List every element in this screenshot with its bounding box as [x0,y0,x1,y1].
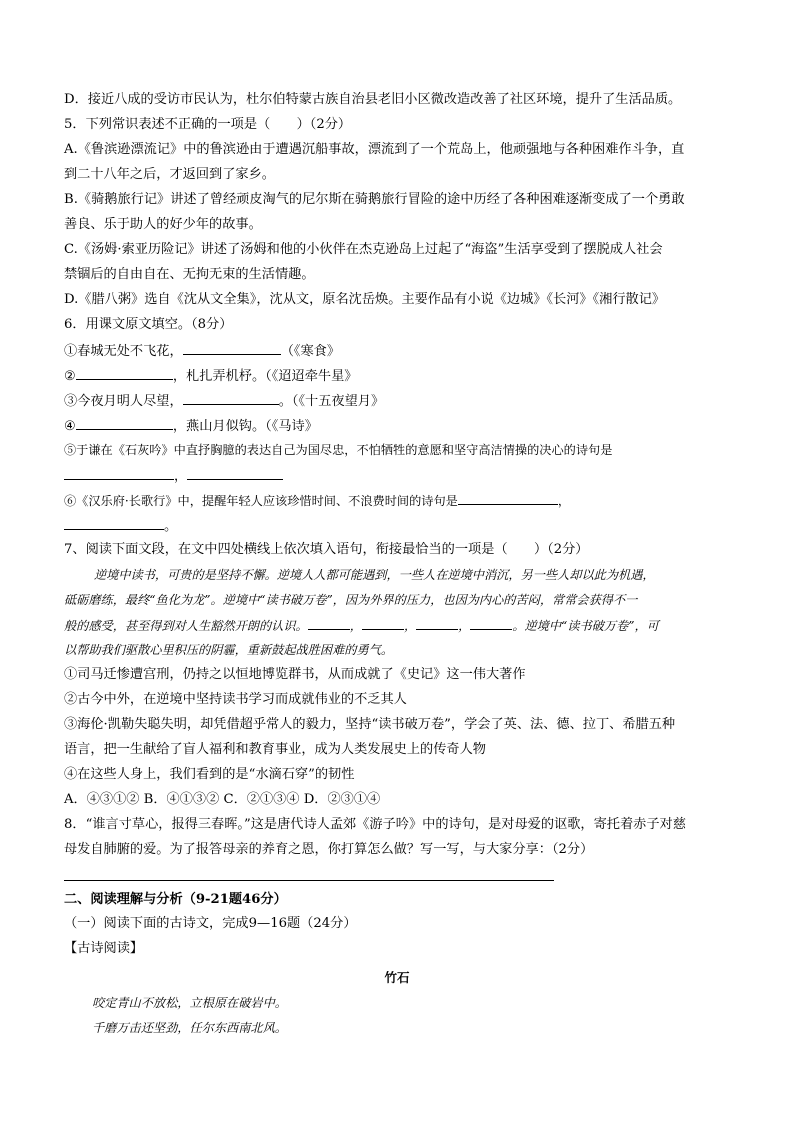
poem-section-label: 【古诗阅读】 [64,941,144,956]
q6-5-comma: ， [174,469,188,484]
answer-line[interactable] [64,880,554,881]
poem-line-1: 咬定青山不放松，立根原在破岩中。 [92,996,287,1010]
q6-3-source: 。（《十五夜望月》 [278,394,385,409]
q6-6-text: ⑥《汉乐府·长歌行》中，提醒年轻人应该珍惜时间、不浪费时间的诗句是 [64,494,458,508]
poem-line-2: 千磨万击还坚劲，任尔东西南北风。 [92,1021,287,1035]
fill-blank[interactable] [187,466,283,480]
q6-item-5-blanks [64,466,283,486]
q7-answer-choices: A．④③①② B．④①③② C．②①③④ D．②③①④ [64,792,381,807]
fill-blank[interactable] [183,391,279,405]
fill-blank[interactable] [458,491,558,505]
fill-blank[interactable] [362,616,404,630]
q7-option-3-cont: 语言，把一生献给了盲人福利和教育事业，成为人类发展史上的传奇人物 [64,742,486,757]
fill-blank[interactable] [470,616,512,630]
fill-blank[interactable] [76,416,173,430]
q7-passage-1: 逆境中读书，可贵的是坚持不懈。逆境人人都可能遇到，一些人在逆境中消沉，另一些人却以此为机遇， [94,568,655,582]
q6-3-text: ③今夜月明人尽望， [64,394,183,409]
fill-blank[interactable] [76,366,173,380]
q7-option-4: ④在这些人身上，我们看到的是“水滴石穿”的韧性 [64,767,355,782]
q6-item-6-blanks [64,516,177,536]
poem-title: 竹石 [384,970,410,985]
q7-passage-4: 以帮助我们驱散心里积压的阴霾，重新鼓起战胜困难的勇气。 [64,643,394,657]
fill-blank[interactable] [183,341,281,355]
question-8-cont: 母发自肺腑的爱。为了报答母亲的养育之恩，你打算怎么做？写一写，与大家分享：（2分） [64,842,594,857]
fill-blank[interactable] [416,616,458,630]
question-8: 8．“谁言寸草心，报得三春晖。”这是唐代诗人孟郊《游子吟》中的诗句，是对母爱的讴歌，寄托着赤子对慈 [64,817,686,832]
q6-item-6 [64,491,570,510]
section-2-heading: 二、阅读理解与分析（9-21题46分） [64,892,287,907]
q6-2-text: ，札扎弄机杼。（《迢迢牵牛星》 [172,369,358,384]
q7-option-1: ①司马迁惨遭宫刑，仍持之以恒地博览群书，从而成就了《史记》这一伟大著作 [64,667,526,682]
fill-blank[interactable] [308,616,350,630]
q6-4-num: ④ [64,419,76,434]
q6-item-5: ⑤于谦在《石灰吟》中直抒胸臆的表达自己为国尽忠，不怕牺牲的意愿和坚守高洁情操的决心的诗句是 [64,443,613,457]
q7-option-3: ③海伦·凯勒失聪失明，却凭借超乎常人的毅力，坚持“读书破万卷”，学会了英、法、德、拉丁、希腊五种 [64,717,676,732]
q5-option-a-cont: 到二十八年之后，才返回到了家乡。 [64,167,275,182]
q5-option-d: D.《腊八粥》选自《沈从文全集》，沈从文，原名沈岳焕。主要作品有小说《边城》《长河》《湘行散记》 [64,292,666,307]
q7-option-2: ②古今中外，在逆境中坚持读书学习而成就伟业的不乏其人 [64,692,407,707]
q6-1-text: ①春城无处不飞花， [64,344,183,359]
q5-option-b-cont: 善良、乐于助人的好少年的故事。 [64,217,262,232]
q7-passage-2: 砥砺磨练，最终“鱼化为龙”。逆境中“读书破万卷”，因为外界的压力，也因为内心的苦闷，常常会获得不一 [64,593,638,607]
q6-1-source: （《寒食》 [280,344,341,359]
q5-option-c: C.《汤姆·索亚历险记》讲述了汤姆和他的小伙伴在杰克逊岛上过起了“海盗”生活享受到了摆脱成人社会 [64,242,663,257]
option-d-line: D．接近八成的受访市民认为，杜尔伯特蒙古族自治县老旧小区微改造改善了社区环境，提升了生活品质。 [64,92,682,107]
q7-passage-3a: 般的感受，甚至得到对人生豁然开朗的认识。 [64,619,308,633]
q6-6-comma: ， [557,494,571,508]
fill-blank[interactable] [64,516,164,530]
q5-option-a: A.《鲁滨逊漂流记》中的鲁滨逊由于遭遇沉船事故，漂流到了一个荒岛上，他顽强地与各种困难作斗争，直 [64,142,685,157]
q6-item-3 [64,391,384,411]
q6-4-text: ，燕山月似钩。（《马诗》 [172,419,318,434]
q5-option-b: B.《骑鹅旅行记》讲述了曾经顽皮淘气的尼尔斯在骑鹅旅行冒险的途中历经了各种困难逐渐变成了一个勇敢 [64,192,685,207]
question-7: 7、阅读下面文段，在文中四处横线上依次填入语句，衔接最恰当的一项是（ ）（2分） [64,542,589,557]
q7-passage-3b: 。逆境中“读书破万卷”，可 [512,619,659,633]
question-6: 6．用课文原文填空。（8分） [64,317,233,332]
q6-6-period: 。 [164,519,178,534]
section-2-subheading: （一）阅读下面的古诗文，完成9—16题（24分） [64,916,357,931]
q6-2-num: ② [64,369,76,384]
q6-item-4 [64,416,318,436]
question-5: 5．下列常识表述不正确的一项是（ ）（2分） [64,117,352,132]
q6-item-1 [64,341,340,361]
q5-option-c-cont: 禁锢后的自由自在、无拘无束的生活情趣。 [64,267,315,282]
fill-blank[interactable] [64,466,174,480]
q7-passage-3: 般的感受，甚至得到对人生豁然开朗的认识。 ， ， ， 。逆境中“读书破万卷”，可 [64,616,659,635]
q6-item-2 [64,366,357,386]
